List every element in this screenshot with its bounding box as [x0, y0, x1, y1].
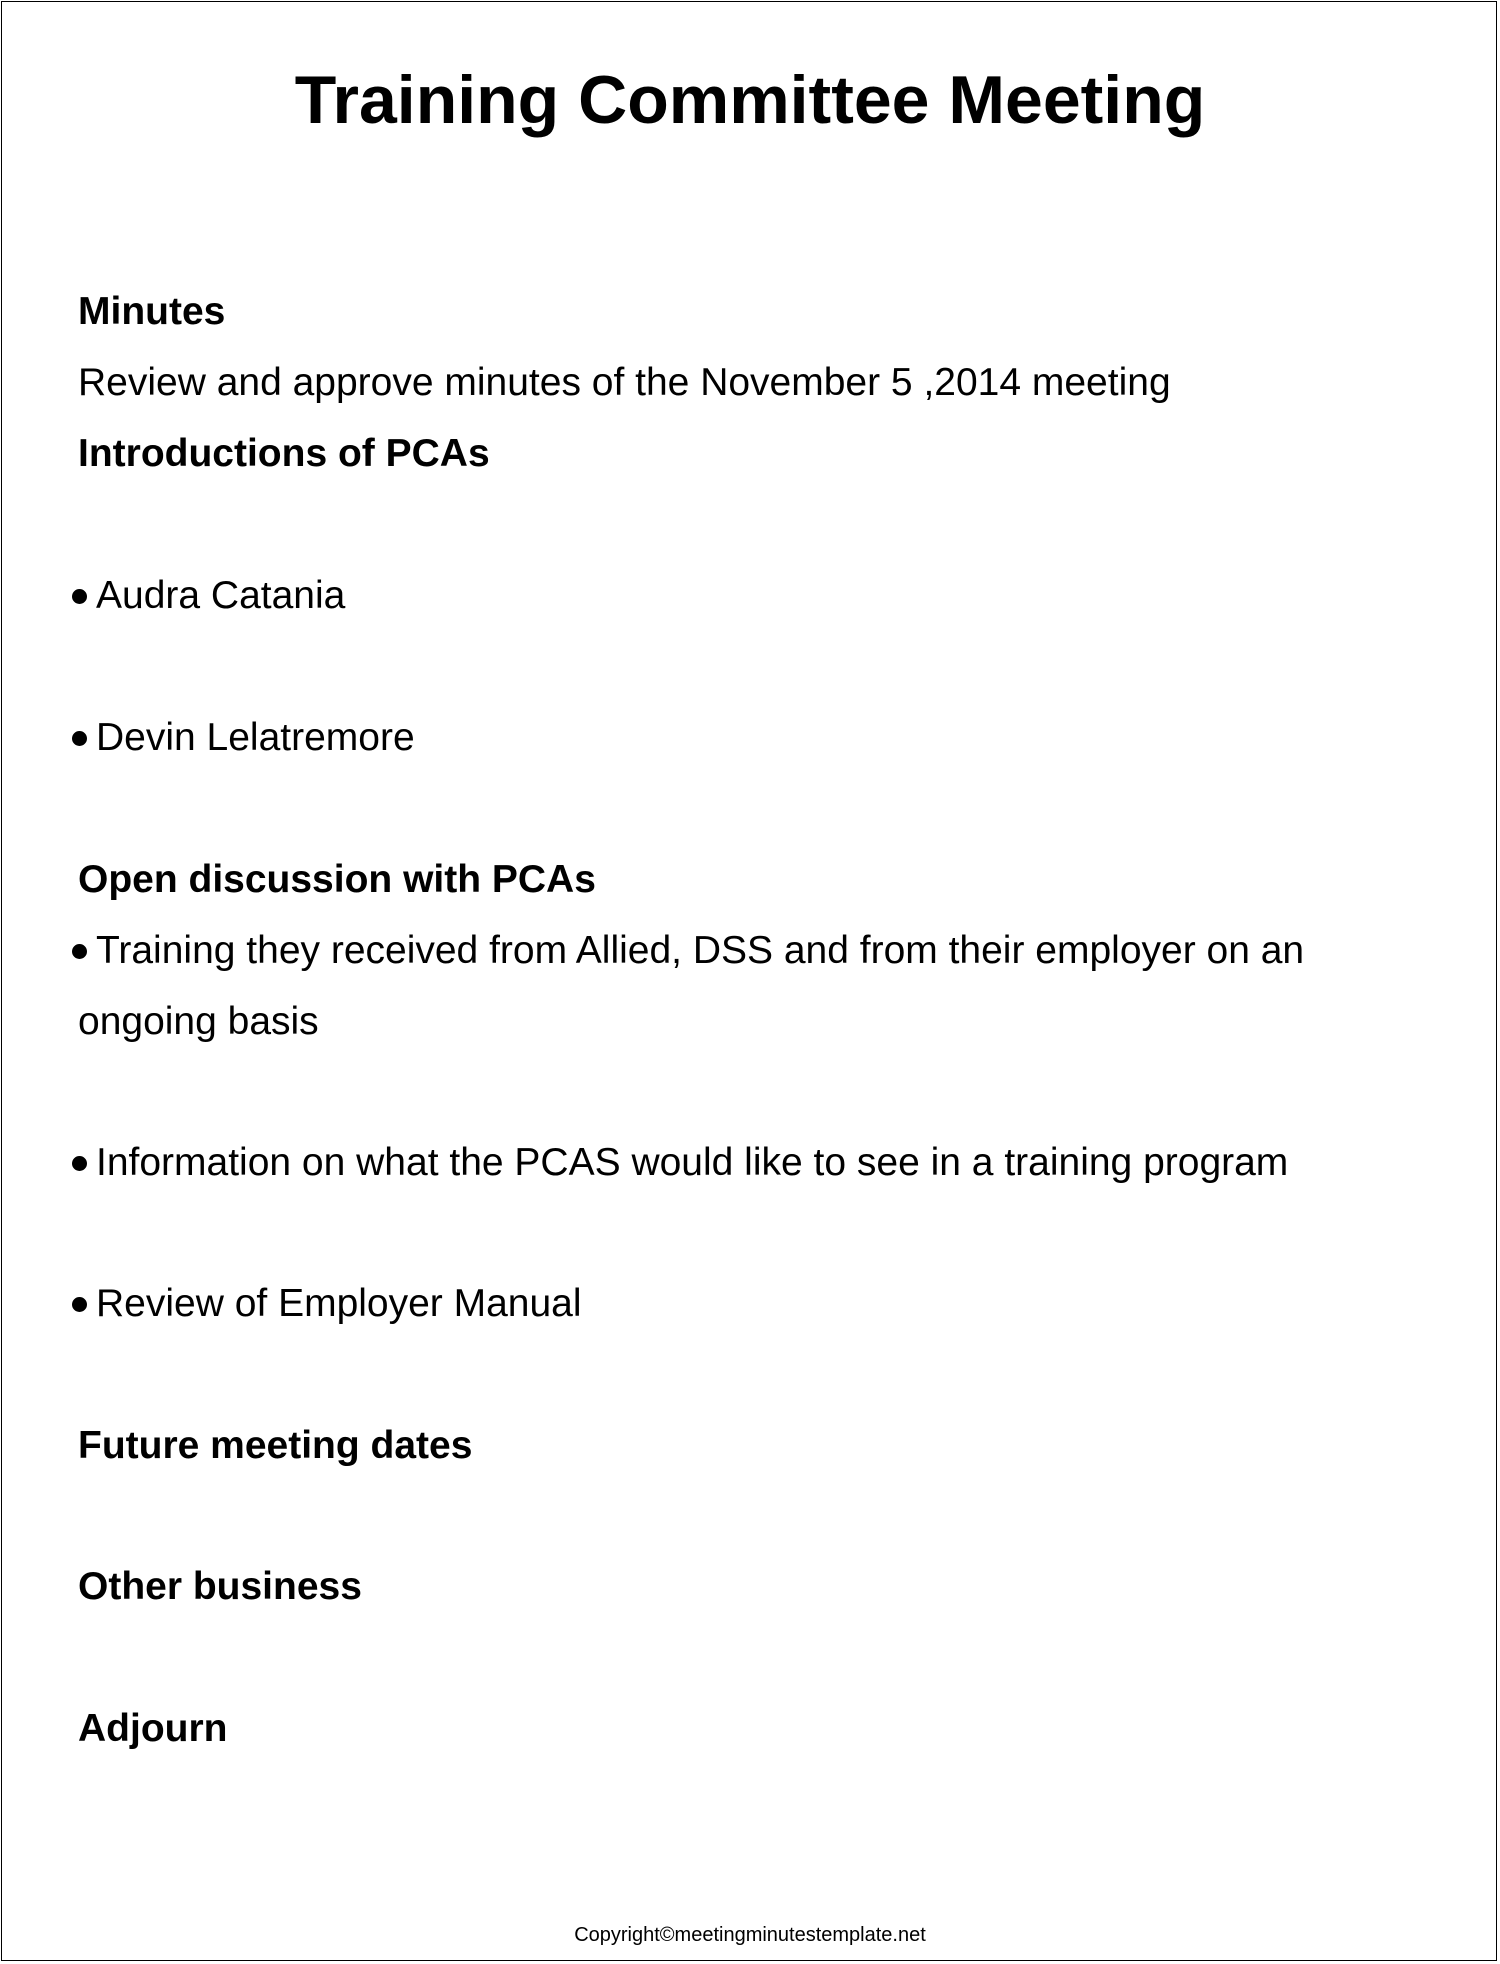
page-border: [1, 1, 1497, 1961]
introductions-heading: Introductions of PCAs: [78, 432, 490, 475]
bullet-icon: [72, 944, 87, 959]
minutes-heading: Minutes: [78, 290, 226, 333]
document-title: Training Committee Meeting: [294, 62, 1206, 138]
list-item-continuation: ongoing basis: [78, 1000, 319, 1043]
list-item-text: Review of Employer Manual: [96, 1282, 582, 1325]
bullet-icon: [72, 731, 87, 746]
list-item: [72, 1279, 582, 1329]
other-business-heading: Other business: [78, 1565, 362, 1608]
future-meeting-dates-heading: Future meeting dates: [78, 1424, 473, 1467]
copyright-footer: Copyright©meetingminutestemplate.net: [574, 1924, 926, 1946]
list-item: [72, 1138, 1288, 1188]
bullet-icon: [72, 1156, 87, 1171]
list-item-text: Information on what the PCAS would like to see in a training program: [96, 1141, 1289, 1184]
list-item: [72, 926, 1304, 976]
list-item: [72, 713, 415, 763]
adjourn-heading: Adjourn: [78, 1707, 228, 1750]
bullet-icon: [72, 1297, 87, 1312]
list-item-text: Audra Catania: [96, 574, 346, 617]
list-item: [72, 571, 345, 621]
list-item-text: Training they received from Allied, DSS and from their employer on an: [96, 929, 1305, 972]
list-item-text: Devin Lelatremore: [96, 716, 415, 759]
bullet-icon: [72, 589, 87, 604]
minutes-text: Review and approve minutes of the November 5 ,2014 meeting: [78, 361, 1171, 404]
open-discussion-heading: Open discussion with PCAs: [78, 858, 596, 901]
